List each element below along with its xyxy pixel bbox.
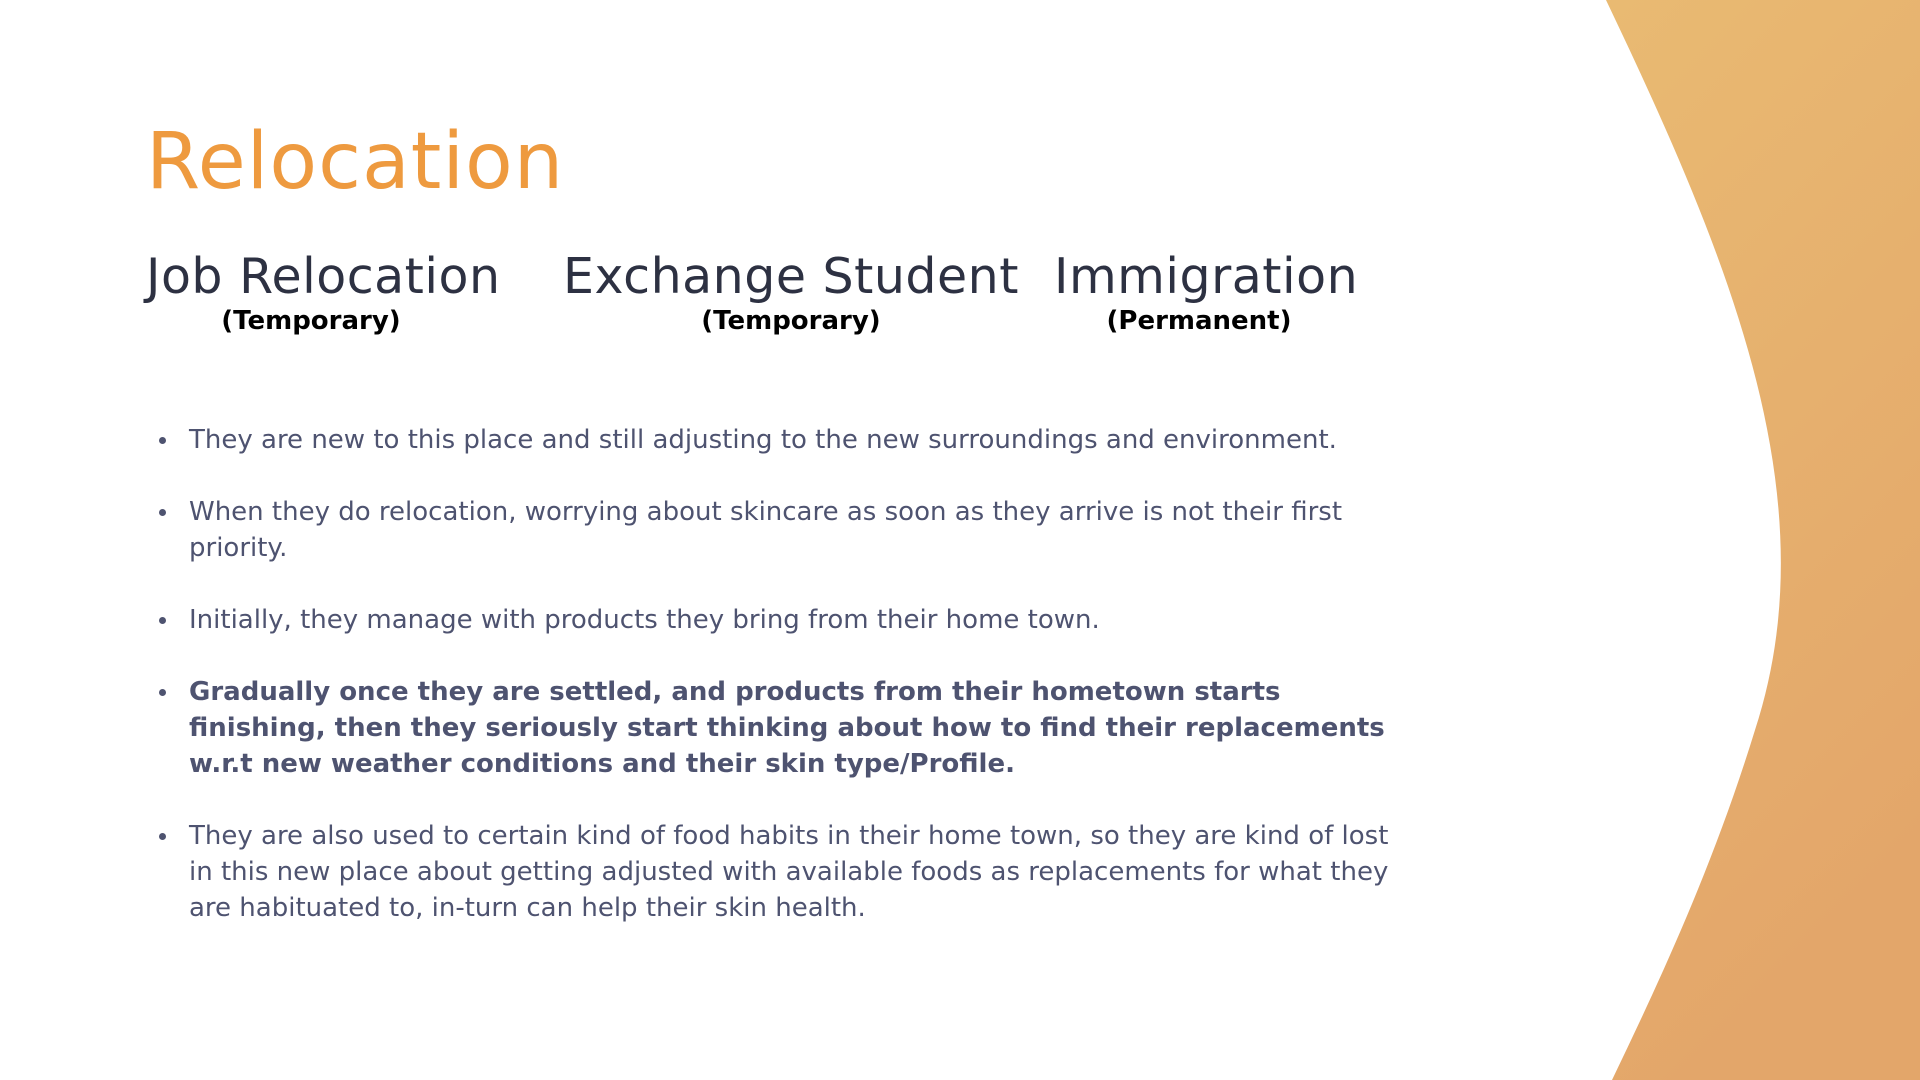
category-type: (Permanent) <box>1106 306 1292 336</box>
category-exchange-student <box>558 248 1024 336</box>
bullet-item <box>146 602 1416 638</box>
category-type: (Temporary) <box>701 306 881 336</box>
category-name: Exchange Student <box>563 248 1019 305</box>
bullet-item <box>146 422 1416 458</box>
bullet-text: When they do relocation, worrying about skincare as soon as they arrive is not their first priority. <box>189 497 1343 563</box>
category-immigration <box>1054 248 1359 336</box>
bullet-text: They are also used to certain kind of food habits in their home town, so they are kind of lost in this new place about getting adjusted with available foods as replacements for what they are habituated to, in-turn can help their skin health. <box>189 821 1389 923</box>
category-type: (Temporary) <box>221 306 401 336</box>
bullet-item <box>146 818 1416 926</box>
bullet-dot-icon <box>159 833 166 840</box>
category-name: Job Relocation <box>146 248 501 305</box>
bullet-list <box>146 422 1416 962</box>
bullet-text: They are new to this place and still adjusting to the new surroundings and environment. <box>189 425 1337 455</box>
bullet-dot-icon <box>159 617 166 624</box>
bullet-text: Gradually once they are settled, and products from their hometown starts finishing, then they seriously start thinking about how to find their replacements w.r.t new weather conditions and their skin type/Profile. <box>189 677 1385 779</box>
bullet-dot-icon <box>159 437 166 444</box>
bullet-dot-icon <box>159 689 166 696</box>
bullet-item-emphasized <box>146 674 1416 782</box>
bullet-dot-icon <box>159 509 166 516</box>
bullet-text: Initially, they manage with products they bring from their home town. <box>189 605 1100 635</box>
category-name: Immigration <box>1054 248 1359 305</box>
page-title: Relocation <box>146 117 565 207</box>
category-job-relocation <box>146 248 501 336</box>
bullet-item <box>146 494 1416 566</box>
